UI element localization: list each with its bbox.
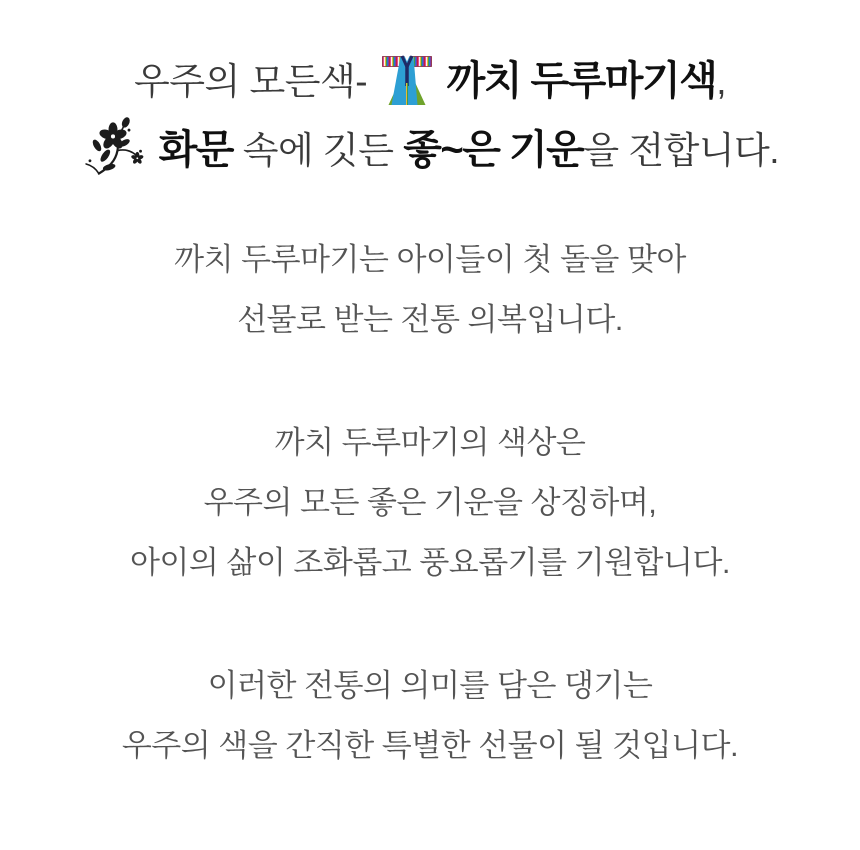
paragraph-color-meaning bbox=[0, 413, 860, 593]
headline-line2-tail: 을 전합니다. bbox=[583, 130, 780, 171]
headline-line1-regular: 우주의 모든색- bbox=[134, 61, 368, 102]
headline bbox=[0, 50, 860, 190]
headline-line-1 bbox=[0, 50, 860, 116]
paragraph-line: 선물로 받는 전통 의복입니다. bbox=[237, 302, 623, 338]
paragraph-line: 우주의 모든 좋은 기운을 상징하며, bbox=[203, 485, 657, 521]
paragraph-line: 이러한 전통의 의미를 담은 댕기는 bbox=[207, 668, 653, 704]
headline-line-2 bbox=[0, 116, 860, 190]
paragraph-gift-closing bbox=[0, 656, 860, 776]
headline-line2-bold-energy: 좋~은 기운 bbox=[403, 128, 584, 172]
headline-line2-regular: 속에 깃든 bbox=[242, 130, 394, 171]
paragraph-line: 아이의 삶이 조화롭고 풍요롭기를 기원합니다. bbox=[129, 545, 731, 581]
paragraph-tradition-intro bbox=[0, 230, 860, 350]
paragraph-line: 우주의 색을 간직한 특별한 선물이 될 것입니다. bbox=[121, 728, 739, 764]
headline-line2-bold-hwamun: 화문 bbox=[158, 128, 233, 172]
headline-line1-bold: 까치 두루마기색 bbox=[446, 59, 717, 103]
paragraph-line: 까치 두루마기는 아이들이 첫 돌을 맞아 bbox=[174, 242, 686, 278]
paragraph-line: 까치 두루마기의 색상은 bbox=[274, 425, 586, 461]
flower-pattern-icon bbox=[81, 116, 145, 180]
hanbok-durumagi-icon bbox=[382, 52, 432, 108]
headline-line1-comma: , bbox=[716, 61, 726, 102]
